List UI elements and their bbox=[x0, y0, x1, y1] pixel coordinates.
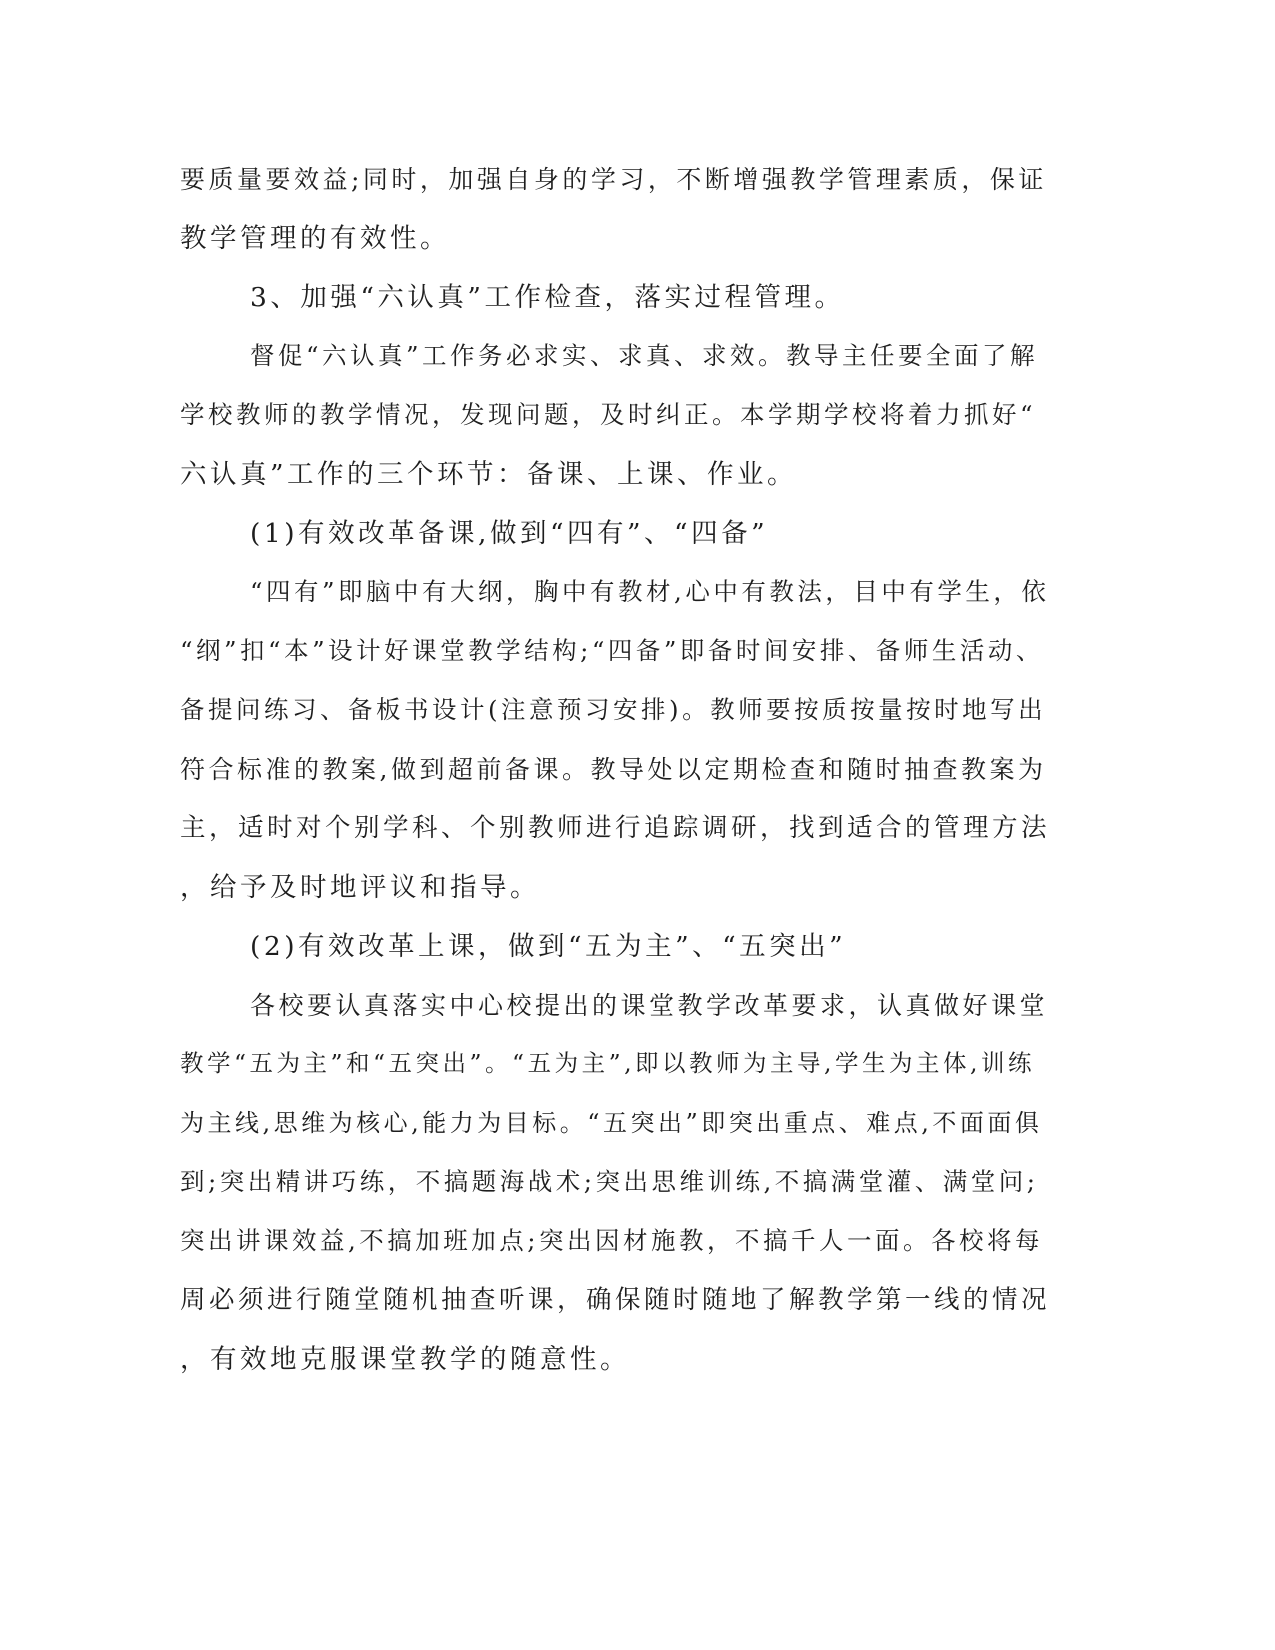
paragraph-line: 教学管理的有效性。 bbox=[180, 223, 450, 254]
paragraph-line: 学校教师的教学情况，发现问题，及时纠正。本学期学校将着力抓好“ bbox=[180, 400, 1037, 429]
paragraph-line: 为主线,思维为核心,能力为目标。“五突出”即突出重点、难点,不面面俱 bbox=[180, 1109, 1043, 1137]
paragraph-line: ，有效地克服课堂教学的随意性。 bbox=[180, 1344, 630, 1375]
paragraph-line: 要质量要效益;同时，加强自身的学习，不断增强教学管理素质，保证 bbox=[180, 165, 1047, 194]
paragraph-line: 备提问练习、备板书设计(注意预习安排)。教师要按质按量按时地写出 bbox=[180, 695, 1047, 724]
subsection-heading: (2)有效改革上课，做到“五为主”、“五突出” bbox=[250, 931, 847, 962]
paragraph-line: “纲”扣“本”设计好课堂教学结构;“四备”即备时间安排、备师生活动、 bbox=[180, 636, 1044, 665]
paragraph-line: 周必须进行随堂随机抽查听课，确保随时随地了解教学第一线的情况 bbox=[180, 1285, 1051, 1315]
paragraph-line: 到;突出精讲巧练，不搞题海战术;突出思维训练,不搞满堂灌、满堂问; bbox=[180, 1167, 1039, 1196]
paragraph-line: 教学“五为主”和“五突出”。“五为主”,即以教师为主导,学生为主体,训练 bbox=[180, 1049, 1035, 1077]
paragraph-line: 各校要认真落实中心校提出的课堂教学改革要求，认真做好课堂 bbox=[250, 991, 1049, 1020]
paragraph-line: 突出讲课效益,不搞加班加点;突出因材施教，不搞千人一面。各校将每 bbox=[180, 1226, 1044, 1255]
paragraph-line: 督促“六认真”工作务必求实、求真、求效。教导主任要全面了解 bbox=[250, 341, 1039, 370]
section-heading: 3、加强“六认真”工作检查，落实过程管理。 bbox=[250, 282, 845, 313]
paragraph-line: “四有”即脑中有大纲，胸中有教材,心中有教法，目中有学生，依 bbox=[250, 577, 1050, 606]
paragraph-line: ，给予及时地评议和指导。 bbox=[180, 872, 540, 903]
paragraph-line: 主，适时对个别学科、个别教师进行追踪调研，找到适合的管理方法 bbox=[180, 813, 1051, 843]
paragraph-line: 六认真”工作的三个环节：备课、上课、作业。 bbox=[180, 459, 798, 490]
subsection-heading: (1)有效改革备课,做到“四有”、“四备” bbox=[250, 518, 769, 549]
paragraph-line: 符合标准的教案,做到超前备课。教导处以定期检查和随时抽查教案为 bbox=[180, 755, 1047, 784]
